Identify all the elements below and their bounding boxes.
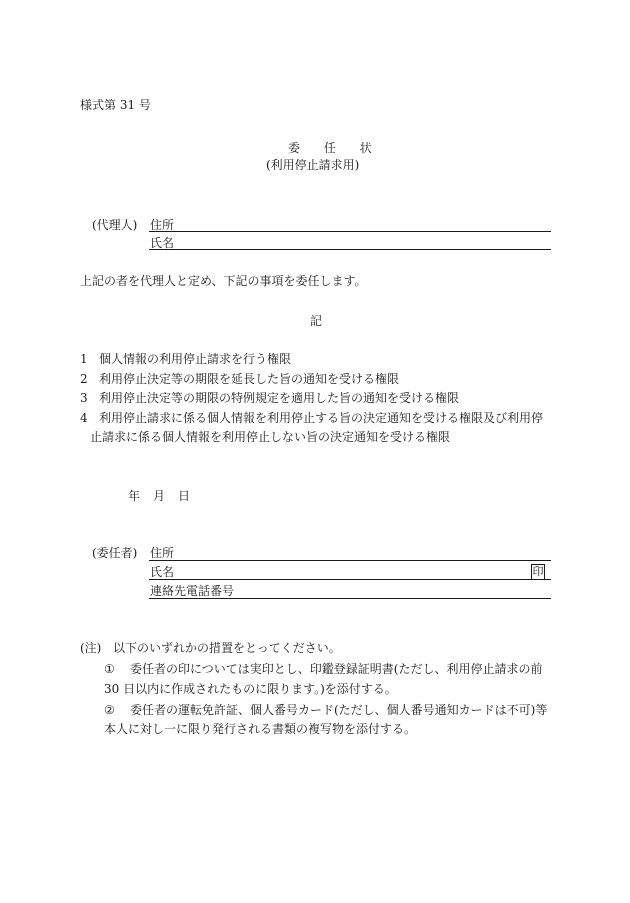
principal-name-line[interactable] [149,579,551,580]
note-mark: ② [104,703,115,717]
note-mark: ① [104,662,115,676]
form-number: 様式第 31 号 [80,98,151,112]
date-year-label: 年 [128,489,141,503]
date-month-label: 月 [153,489,166,503]
item-number: 1 [80,352,88,366]
item-text: 個人情報の利用停止請求を行う権限 [99,352,292,366]
principal-phone-line[interactable] [149,598,551,599]
agent-address-line[interactable] [149,231,551,232]
date-day-label: 日 [178,489,191,503]
item-number: 2 [80,372,88,386]
item-text-continued: 止請求に係る個人情報を利用停止しない旨の決定通知を受ける権限 [90,430,451,444]
page-subtitle: (利用停止請求用) [266,158,360,172]
note-text: 委任者の運転免許証、個人番号カード(ただし、個人番号通知カードは不可)等 [130,703,548,717]
agent-address-label: 住所 [150,218,175,232]
item-text: 利用停止請求に係る個人情報を利用停止する旨の決定通知を受ける権限及び利用停 [99,411,544,425]
principal-role-label: (委任者) [92,546,138,560]
item-number: 3 [80,391,88,405]
note-text-continued: 本人に対し一に限り発行される書類の複写物を添付する。 [104,722,417,736]
page-title: 委 任 状 [288,141,382,155]
principal-address-label: 住所 [150,546,175,560]
note-text-continued: 30 日以内に作成されたものに限ります。)を添付する。 [104,682,397,696]
seal-box: 印 [532,565,544,578]
note-text: 委任者の印については実印とし、印鑑登録証明書(ただし、利用停止請求の前 [130,662,543,676]
principal-phone-label: 連絡先電話番号 [150,584,235,598]
ki-heading: 記 [310,314,323,328]
item-number: 4 [80,411,88,425]
item-text: 利用停止決定等の期限の特例規定を適用した旨の通知を受ける権限 [99,391,460,405]
agent-name-label: 氏名 [150,236,175,250]
note-intro: 以下のいずれかの措置をとってください。 [113,641,341,655]
note-label: (注) [80,641,102,655]
principal-address-line[interactable] [149,560,551,561]
agent-name-line[interactable] [149,249,551,250]
principal-name-label: 氏名 [150,565,175,579]
agent-role-label: (代理人) [92,218,138,232]
item-text: 利用停止決定等の期限を延長した旨の通知を受ける権限 [99,372,400,386]
delegation-statement: 上記の者を代理人と定め、下記の事項を委任します。 [80,274,367,288]
